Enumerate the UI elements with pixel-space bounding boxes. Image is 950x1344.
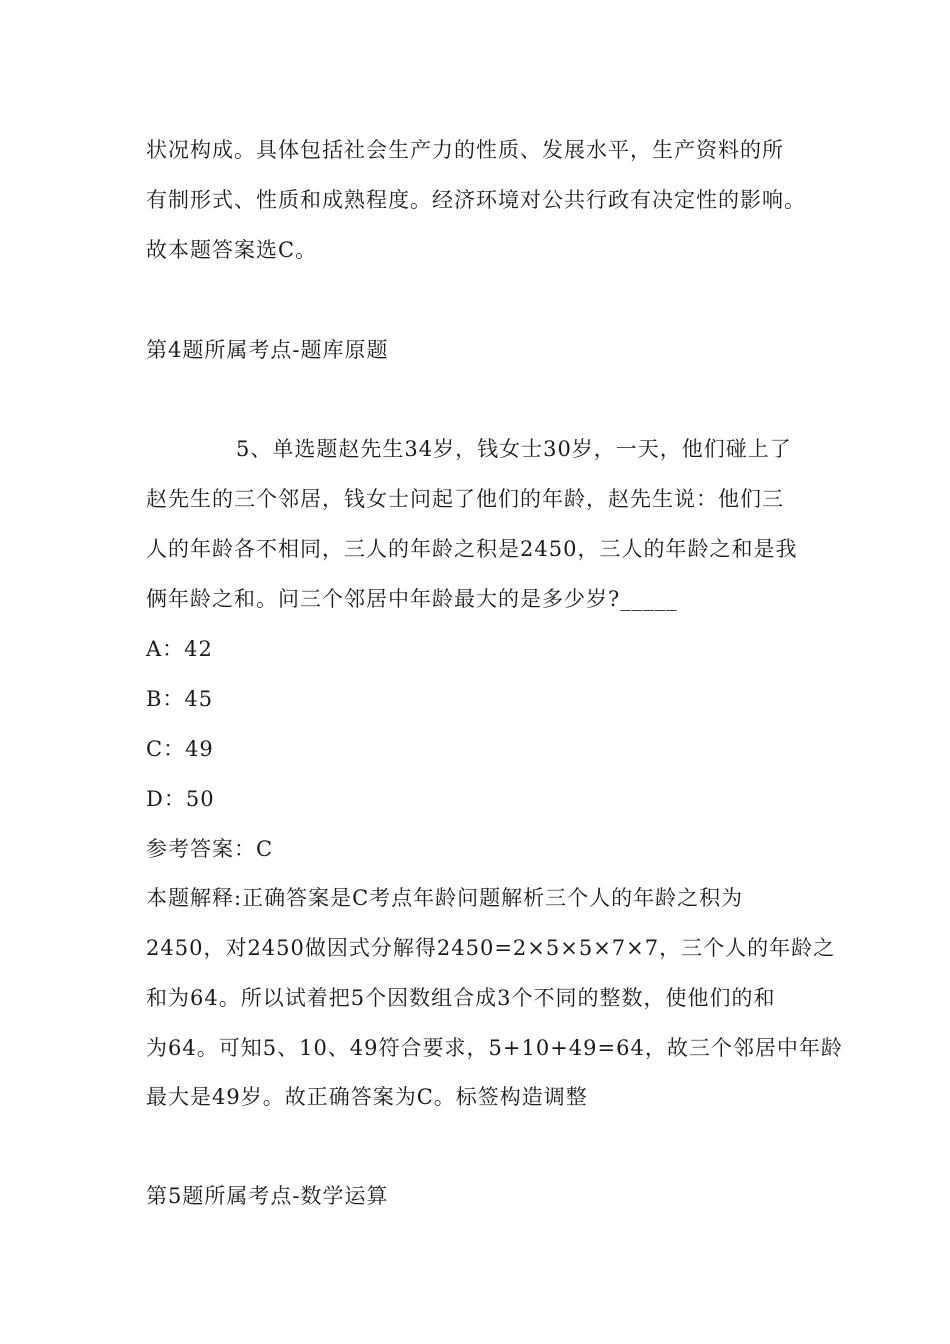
explanation-line-3: 和为64。所以试着把5个因数组合成3个不同的整数，使他们的和 <box>146 986 776 1010</box>
explanation-line-1: 本题解释:正确答案是C考点年龄问题解析三个人的年龄之积为 <box>146 886 744 910</box>
q4-topic: 第4题所属考点-题库原题 <box>146 338 389 362</box>
explanation-line-2: 2450，对2450做因式分解得2450=2×5×5×7×7，三个人的年龄之 <box>146 936 836 960</box>
q5-stem-line-3: 人的年龄各不相同，三人的年龄之积是2450，三人的年龄之和是我 <box>146 537 798 561</box>
explanation-line-5: 最大是49岁。故正确答案为C。标签构造调整 <box>146 1085 588 1109</box>
option-b: B：45 <box>146 687 214 711</box>
option-d: D：50 <box>146 787 215 811</box>
q5-stem-line-2: 赵先生的三个邻居，钱女士问起了他们的年龄，赵先生说：他们三 <box>146 487 784 511</box>
prev-answer-line-3: 故本题答案选C。 <box>146 238 318 262</box>
prev-answer-line-1: 状况构成。具体包括社会生产力的性质、发展水平，生产资料的所 <box>146 138 784 162</box>
option-c: C：49 <box>146 737 214 761</box>
q5-stem-line-4: 俩年龄之和。问三个邻居中年龄最大的是多少岁?_____ <box>146 587 678 611</box>
q5-topic: 第5题所属考点-数学运算 <box>146 1184 389 1208</box>
reference-answer: 参考答案：C <box>146 837 274 861</box>
q5-stem-line-1: 5、单选题赵先生34岁，钱女士30岁，一天，他们碰上了 <box>236 437 792 461</box>
prev-answer-line-2: 有制形式、性质和成熟程度。经济环境对公共行政有决定性的影响。 <box>146 188 806 212</box>
explanation-line-4: 为64。可知5、10、49符合要求，5+10+49=64，故三个邻居中年龄 <box>146 1036 843 1060</box>
option-a: A：42 <box>146 637 213 661</box>
